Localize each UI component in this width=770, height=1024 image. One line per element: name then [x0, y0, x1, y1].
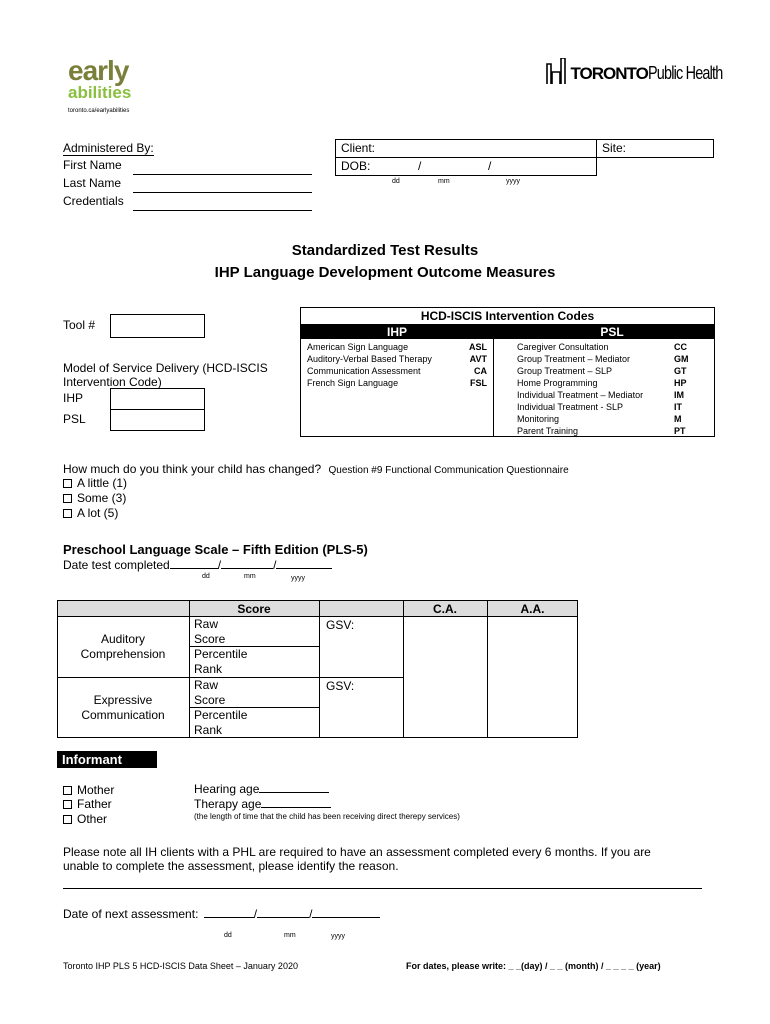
next-mm: mm	[284, 932, 296, 939]
row-line	[57, 677, 189, 678]
psl-code: GM	[674, 354, 689, 364]
pls-dd: dd	[202, 573, 210, 580]
change-option[interactable]	[63, 476, 127, 490]
question-text: How much do you think your child has changed?	[63, 462, 322, 476]
dob-dd: dd	[392, 178, 400, 185]
pls-yyyy-line[interactable]	[276, 568, 332, 569]
psl-code-name: Individual Treatment – Mediator	[517, 390, 644, 400]
ihp-code-name: Communication Assessment	[307, 366, 421, 376]
ihp-code: ASL	[469, 342, 487, 352]
tool-input[interactable]	[110, 314, 205, 338]
auditory-line2: Comprehension	[80, 647, 166, 661]
page-title: Standardized Test Results	[291, 242, 479, 259]
psl-code: CC	[674, 342, 687, 352]
psl-code: HP	[674, 378, 687, 388]
logo-line2: abilities	[68, 83, 132, 102]
psl-code-name: Group Treatment – SLP	[517, 366, 613, 376]
credentials-line[interactable]	[133, 210, 312, 211]
logo-line1: early	[68, 55, 129, 86]
col-line	[319, 600, 320, 738]
dob-mm: mm	[438, 178, 450, 185]
codes-psl-header: PSL	[600, 325, 624, 339]
aa-header: A.A.	[520, 602, 545, 616]
psl-code-row	[517, 425, 690, 437]
tool-label: Tool #	[63, 318, 96, 332]
score-label: Score	[194, 693, 226, 707]
checkbox-icon[interactable]	[63, 494, 72, 503]
psl-code-row	[517, 377, 690, 389]
hearing-age-label: Hearing age	[194, 782, 260, 796]
percentile-label: Percentile	[194, 708, 248, 722]
auditory-gsv[interactable]: GSV:	[326, 618, 355, 632]
informant-option[interactable]	[63, 812, 107, 826]
auditory-label	[57, 632, 189, 662]
change-option[interactable]	[63, 491, 126, 505]
administered-by-label: Administered By:	[63, 141, 154, 155]
codes-title: HCD-ISCIS Intervention Codes	[420, 309, 595, 323]
next-dd: dd	[224, 932, 232, 939]
ihp-code: FSL	[470, 378, 487, 388]
auditory-line1: Auditory	[100, 632, 146, 646]
assessment-note-line1: Please note all IH clients with a PHL are required to have an assessment completed every 6 months. If you are	[63, 845, 651, 859]
ihp-code-row	[307, 353, 487, 365]
early-abilities-logo	[68, 55, 148, 114]
next-yyyy-line[interactable]	[312, 917, 380, 918]
change-option[interactable]	[63, 506, 118, 520]
option-label: A lot (5)	[77, 506, 119, 520]
dob-slash-1: /	[418, 159, 422, 173]
ihp-code-row	[307, 341, 487, 353]
ihp-code: CA	[474, 366, 487, 376]
psl-code-name: Monitoring	[517, 414, 560, 424]
therapy-note: (the length of time that the child has been receiving direct therepy services)	[194, 812, 460, 821]
dob-label: DOB:	[341, 159, 371, 173]
question-ref: Question #9 Functional Communication Questionnaire	[328, 465, 569, 476]
psl-code-name: Caregiver Consultation	[517, 342, 609, 352]
informant-heading: Informant	[57, 751, 157, 768]
dob-box[interactable]	[335, 157, 597, 176]
public-health-word: Public Health	[647, 63, 723, 83]
psl-label: PSL	[63, 412, 86, 426]
pls-mm-line[interactable]	[221, 568, 273, 569]
ca-header: C.A.	[433, 602, 457, 616]
therapy-age-line[interactable]	[261, 807, 331, 808]
pls-heading: Preschool Language Scale – Fifth Edition (PLS-5)	[63, 542, 368, 557]
site-label: Site:	[602, 141, 627, 155]
raw-label: Raw	[194, 678, 219, 692]
option-label: Mother	[77, 783, 115, 797]
first-name-line[interactable]	[133, 174, 312, 175]
auditory-percentile-rank[interactable]	[194, 647, 247, 677]
toronto-word: TORONTO	[570, 64, 648, 83]
dob-slash-2: /	[488, 159, 492, 173]
option-label: A little (1)	[77, 476, 128, 490]
psl-input[interactable]	[110, 409, 205, 431]
next-assessment-label: Date of next assessment:	[63, 907, 199, 921]
psl-code-row	[517, 353, 690, 365]
model-label-line2: Intervention Code)	[63, 375, 162, 389]
rank-label: Rank	[194, 662, 223, 676]
toronto-public-health-logo	[546, 58, 741, 88]
hearing-age-line[interactable]	[259, 792, 329, 793]
ihp-code-name: Auditory-Verbal Based Therapy	[307, 354, 432, 364]
pls-dd-line[interactable]	[170, 568, 218, 569]
score-label: Score	[194, 632, 226, 646]
city-hall-icon	[546, 58, 566, 84]
next-assessment[interactable]: Date of next assessment: / /	[63, 907, 380, 921]
next-dd-line[interactable]	[204, 917, 254, 918]
score-header: Score	[237, 602, 271, 616]
expressive-line1: Expressive	[93, 693, 153, 707]
informant-option[interactable]	[63, 783, 114, 797]
ihp-code-name: American Sign Language	[307, 342, 409, 352]
expressive-line2: Communication	[81, 708, 165, 722]
last-name-label: Last Name	[63, 176, 122, 190]
informant-option[interactable]	[63, 797, 112, 811]
psl-code: IM	[674, 390, 684, 400]
col-line	[189, 600, 190, 738]
change-question	[63, 462, 569, 476]
expressive-label	[57, 693, 189, 723]
checkbox-icon[interactable]	[63, 815, 72, 824]
col-line	[487, 600, 488, 738]
psl-code-row	[517, 401, 690, 413]
model-label-line1: Model of Service Delivery (HCD-ISCIS	[63, 361, 268, 375]
psl-codes-list	[517, 341, 690, 437]
pls-date[interactable]: Date test completed / /	[63, 558, 332, 572]
pls-yyyy: yyyy	[291, 575, 305, 582]
checkbox-icon[interactable]	[63, 800, 72, 809]
client-label: Client:	[341, 141, 376, 155]
psl-code-row	[517, 365, 690, 377]
checkbox-icon[interactable]	[63, 509, 72, 518]
therapy-age-field[interactable]	[194, 797, 331, 811]
psl-code: IT	[674, 402, 682, 412]
psl-code-name: Parent Training	[517, 426, 579, 436]
therapy-age-label: Therapy age	[194, 797, 262, 811]
ihp-code: AVT	[469, 354, 487, 364]
dates-format-note: For dates, please write: _ _(day) / _ _ (month) / _ _ _ _ (year)	[406, 961, 661, 971]
next-mm-line[interactable]	[257, 917, 309, 918]
ihp-code-row	[307, 377, 487, 389]
ihp-code-row	[307, 365, 487, 377]
page-subtitle: IHP Language Development Outcome Measures	[214, 264, 556, 281]
ihp-input[interactable]	[110, 388, 205, 410]
credentials-label: Credentials	[63, 194, 124, 208]
assessment-note-line2: unable to complete the assessment, please identify the reason.	[63, 859, 399, 873]
percentile-label: Percentile	[194, 647, 248, 661]
col-line	[403, 600, 404, 738]
rank-label: Rank	[194, 723, 223, 737]
psl-code: GT	[674, 366, 687, 376]
hearing-age-field[interactable]	[194, 782, 329, 796]
last-name-line[interactable]	[133, 192, 312, 193]
checkbox-icon[interactable]	[63, 786, 72, 795]
ihp-label: IHP	[63, 391, 84, 405]
expressive-percentile-rank[interactable]	[194, 708, 247, 738]
ihp-code-name: French Sign Language	[307, 378, 399, 388]
first-name-label: First Name	[63, 158, 122, 172]
document-id: Toronto IHP PLS 5 HCD-ISCIS Data Sheet – January 2020	[63, 961, 298, 971]
expressive-gsv[interactable]: GSV:	[326, 679, 355, 693]
checkbox-icon[interactable]	[63, 479, 72, 488]
psl-code-name: Individual Treatment - SLP	[517, 402, 624, 412]
auditory-raw-score[interactable]	[194, 617, 225, 647]
option-label: Father	[77, 797, 112, 811]
psl-code-name: Home Programming	[517, 378, 598, 388]
pls-date-label: Date test completed	[63, 558, 170, 572]
logo-url: toronto.ca/earlyabilities	[68, 108, 130, 114]
psl-code-row	[517, 341, 690, 353]
codes-ihp-header: IHP	[386, 325, 407, 339]
raw-label: Raw	[194, 617, 219, 631]
expressive-raw-score[interactable]	[194, 678, 225, 708]
reason-line[interactable]	[63, 888, 702, 889]
psl-code-row	[517, 413, 690, 425]
psl-code: PT	[674, 426, 686, 436]
psl-code-name: Group Treatment – Mediator	[517, 354, 631, 364]
option-label: Other	[77, 812, 108, 826]
option-label: Some (3)	[77, 491, 127, 505]
dob-yyyy: yyyy	[506, 178, 520, 185]
psl-code: M	[674, 414, 682, 424]
pls-mm: mm	[244, 573, 256, 580]
next-yyyy: yyyy	[331, 933, 345, 940]
psl-code-row	[517, 389, 690, 401]
codes-divider	[493, 339, 494, 437]
row-line	[57, 616, 578, 617]
ihp-codes-list	[307, 341, 487, 389]
